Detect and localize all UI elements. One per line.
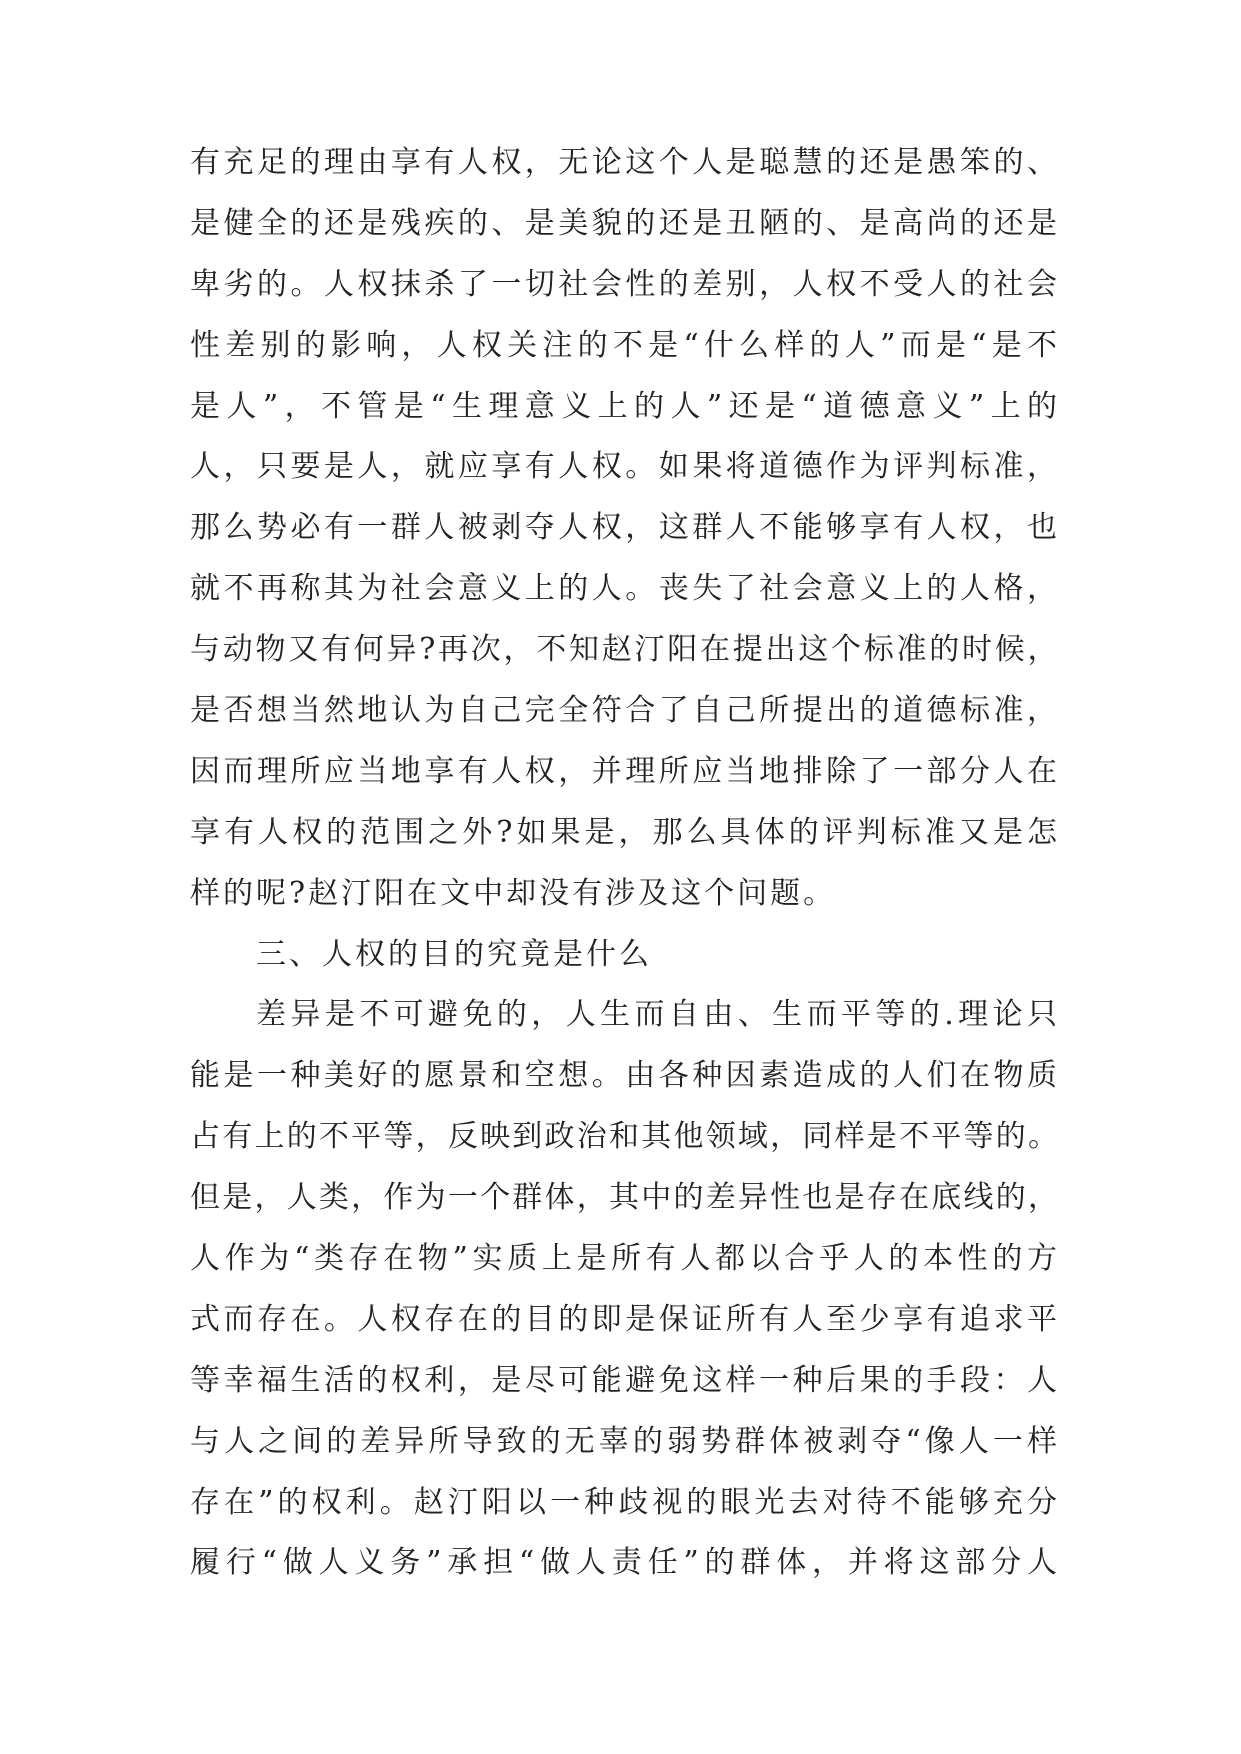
text-line: 占有上的不平等，反映到政治和其他领域，同样是不平等的。 [190,1119,1060,1155]
text-line: 存在”的权利。赵汀阳以一种歧视的眼光去对待不能够充分 [190,1484,1060,1520]
text-line: 卑劣的。人权抹杀了一切社会性的差别，人权不受人的社会 [190,266,1060,302]
text-line: 因而理所应当地享有人权，并理所应当地排除了一部分人在 [190,753,1060,789]
section-heading: 三、人权的目的究竟是什么 [256,936,652,972]
text-line: 是否想当然地认为自己完全符合了自己所提出的道德标准， [190,693,1060,729]
text-line: 人，只要是人，就应享有人权。如果将道德作为评判标准， [190,449,1060,485]
text-line: 能是一种美好的愿景和空想。由各种因素造成的人们在物质 [190,1058,1060,1094]
text-line: 那么势必有一群人被剥夺人权，这群人不能够享有人权，也 [190,510,1060,546]
text-line: 与动物又有何异?再次，不知赵汀阳在提出这个标准的时候， [190,632,1060,668]
text-line: 与人之间的差异所导致的无辜的弱势群体被剥夺“像人一样 [190,1423,1060,1459]
text-line: 人作为“类存在物”实质上是所有人都以合乎人的本性的方 [190,1241,1060,1277]
text-line: 差异是不可避免的，人生而自由、生而平等的.理论只 [256,997,1060,1033]
text-line: 式而存在。人权存在的目的即是保证所有人至少享有追求平 [190,1301,1060,1337]
text-line: 有充足的理由享有人权，无论这个人是聪慧的还是愚笨的、 [190,145,1060,180]
text-line: 性差别的影响，人权关注的不是“什么样的人”而是“是不 [190,327,1060,363]
text-line: 是健全的还是残疾的、是美貌的还是丑陋的、是高尚的还是 [190,205,1060,241]
text-line: 样的呢?赵汀阳在文中却没有涉及这个问题。 [190,875,837,911]
text-line: 就不再称其为社会意义上的人。丧失了社会意义上的人格， [190,571,1060,607]
text-line: 是人”，不管是“生理意义上的人”还是“道德意义”上的 [190,388,1060,424]
text-line: 履行“做人义务”承担“做人责任”的群体，并将这部分人 [190,1545,1060,1581]
body-text [190,133,1060,1594]
text-line: 享有人权的范围之外?如果是，那么具体的评判标准又是怎 [190,814,1060,850]
text-line: 但是，人类，作为一个群体，其中的差异性也是存在底线的， [190,1180,1060,1216]
text-line: 等幸福生活的权利，是尽可能避免这样一种后果的手段：人 [190,1362,1060,1398]
